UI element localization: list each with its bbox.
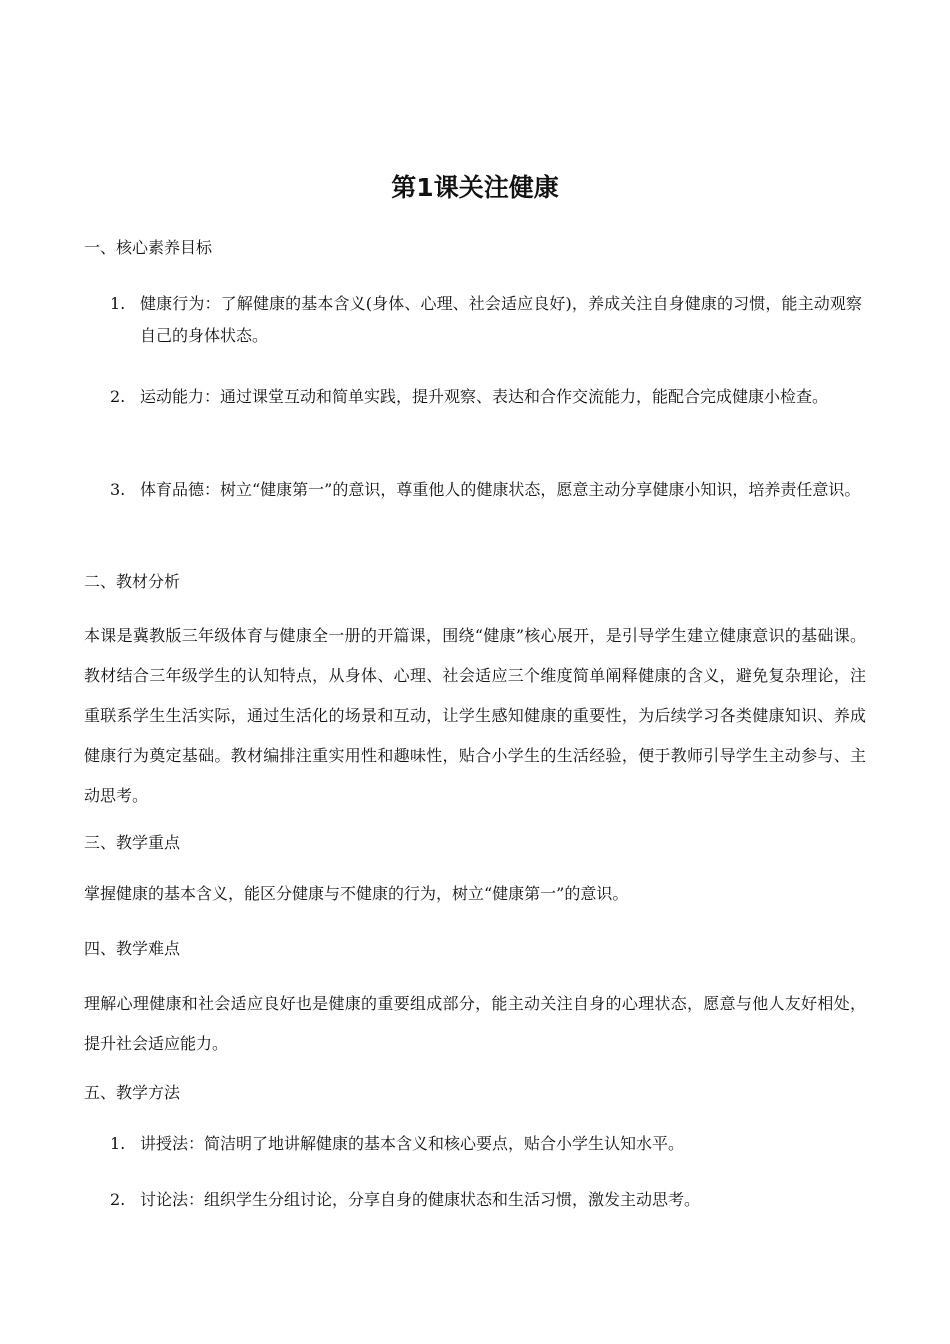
list-text: 运动能力：通过课堂互动和简单实践，提升观察、表达和合作交流能力，能配合完成健康小检查。	[140, 387, 829, 406]
section-heading-key-points: 三、教学重点	[84, 833, 181, 852]
list-text: 讨论法：组织学生分组讨论，分享自身的健康状态和生活习惯，激发主动思考。	[140, 1190, 701, 1209]
section-heading-difficulties: 四、教学难点	[84, 939, 181, 958]
section-heading-analysis: 二、教材分析	[84, 572, 181, 591]
list-number: 2.	[110, 1190, 126, 1209]
list-text: 体育品德：树立“健康第一”的意识，尊重他人的健康状态，愿意主动分享健康小知识，培养责任意识。	[140, 480, 861, 499]
list-item	[110, 1128, 862, 1160]
section-heading-goals: 一、核心素养目标	[84, 238, 213, 257]
analysis-paragraph: 本课是冀教版三年级体育与健康全一册的开篇课，围绕“健康”核心展开，是引导学生建立健康意识的基础课。教材结合三年级学生的认知特点，从身体、心理、社会适应三个维度简单阐释健康的含义，避免复杂理论，注重联系学生生活实际，通过生活化的场景和互动，让学生感知健康的重要性，为后续学习各类健康知识、养成健康行为奠定基础。教材编排注重实用性和趣味性，贴合小学生的生活经验，便于教师引导学生主动参与、主动思考。	[84, 626, 866, 805]
list-item	[110, 381, 862, 413]
list-number: 1.	[110, 1134, 126, 1153]
list-text: 健康行为：了解健康的基本含义(身体、心理、社会适应良好)，养成关注自身健康的习惯，能主动观察自己的身体状态。	[140, 294, 862, 345]
list-number: 1.	[110, 294, 126, 313]
list-item	[110, 288, 862, 352]
page-title: 第1课关注健康	[391, 173, 559, 202]
list-text: 讲授法：简洁明了地讲解健康的基本含义和核心要点，贴合小学生认知水平。	[140, 1134, 685, 1153]
difficulties-paragraph: 理解心理健康和社会适应良好也是健康的重要组成部分，能主动关注自身的心理状态，愿意与他人友好相处，提升社会适应能力。	[84, 994, 866, 1053]
list-item	[110, 474, 862, 506]
list-item	[110, 1184, 862, 1216]
list-number: 2.	[110, 387, 126, 406]
list-number: 3.	[110, 480, 126, 499]
key-points-paragraph: 掌握健康的基本含义，能区分健康与不健康的行为，树立“健康第一”的意识。	[84, 884, 629, 903]
section-heading-methods: 五、教学方法	[84, 1083, 181, 1102]
